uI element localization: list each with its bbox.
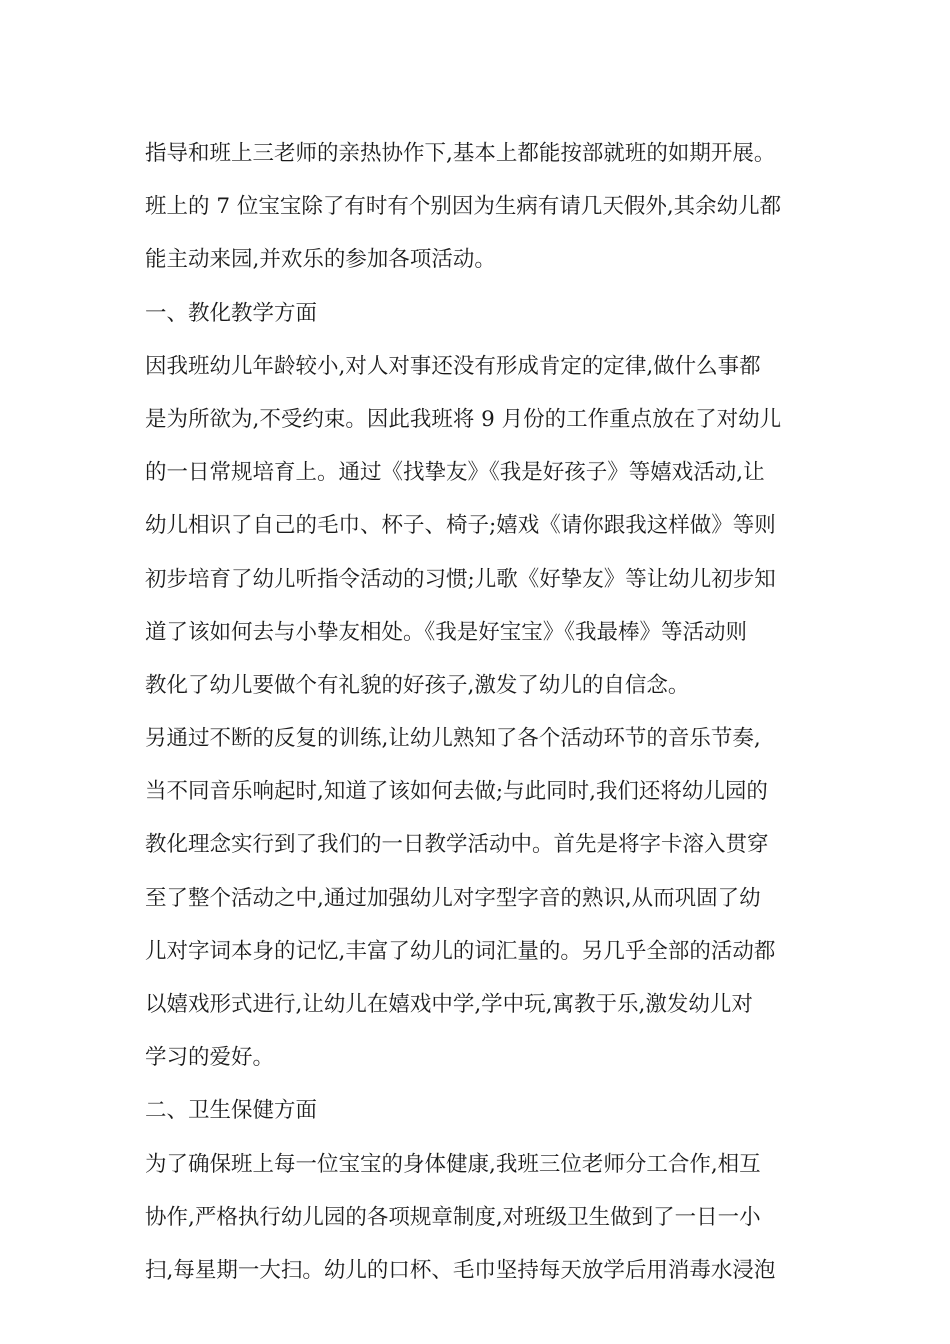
text-line: 班上的 7 位宝宝除了有时有个别因为生病有请几天假外,其余幼儿都 (145, 194, 782, 220)
text-line: 初步培育了幼儿听指令活动的习惯;儿歌《好挚友》等让幼儿初步知 (145, 566, 776, 592)
text-line: 学习的爱好。 (145, 1045, 275, 1071)
text-line: 儿对字词本身的记忆,丰富了幼儿的词汇量的。另几乎全部的活动都 (145, 938, 776, 964)
text-line: 当不同音乐响起时,知道了该如何去做;与此同时,我们还将幼儿园的 (145, 779, 768, 805)
document-body (145, 127, 815, 1297)
text-line: 幼儿相识了自己的毛巾、杯子、椅子;嬉戏《请你跟我这样做》等则 (145, 513, 776, 539)
text-line: 协作,严格执行幼儿园的各项规章制度,对班级卫生做到了一日一小 (145, 1204, 761, 1230)
text-line: 指导和班上三老师的亲热协作下,基本上都能按部就班的如期开展。 (145, 141, 776, 166)
text-line: 为了确保班上每一位宝宝的身体健康,我班三位老师分工合作,相互 (145, 1151, 761, 1177)
text-line: 能主动来园,并欢乐的参加各项活动。 (145, 247, 496, 273)
text-line: 是为所欲为,不受约束。因此我班将 9 月份的工作重点放在了对幼儿 (145, 406, 782, 432)
text-line: 至了整个活动之中,通过加强幼儿对字型字音的熟识,从而巩固了幼 (145, 885, 761, 911)
text-line: 另通过不断的反复的训练,让幼儿熟知了各个活动环节的音乐节奏, (145, 726, 761, 752)
section-heading: 二、卫生保健方面 (145, 1098, 318, 1124)
section-heading: 一、教化教学方面 (145, 300, 318, 326)
text-line: 的一日常规培育上。通过《找挚友》《我是好孩子》等嬉戏活动,让 (145, 460, 765, 486)
text-line: 教化了幼儿要做个有礼貌的好孩子,激发了幼儿的自信念。 (145, 672, 690, 698)
text-line: 扫,每星期一大扫。幼儿的口杯、毛巾坚持每天放学后用消毒水浸泡 (145, 1257, 776, 1283)
text-line: 道了该如何去与小挚友相处。《我是好宝宝》《我最棒》等活动则 (145, 619, 748, 645)
text-line: 以嬉戏形式进行,让幼儿在嬉戏中学,学中玩,寓教于乐,激发幼儿对 (145, 992, 753, 1017)
text-line: 因我班幼儿年龄较小,对人对事还没有形成肯定的定律,做什么事都 (145, 353, 761, 379)
text-line: 教化理念实行到了我们的一日教学活动中。首先是将字卡溶入贯穿 (145, 832, 769, 858)
